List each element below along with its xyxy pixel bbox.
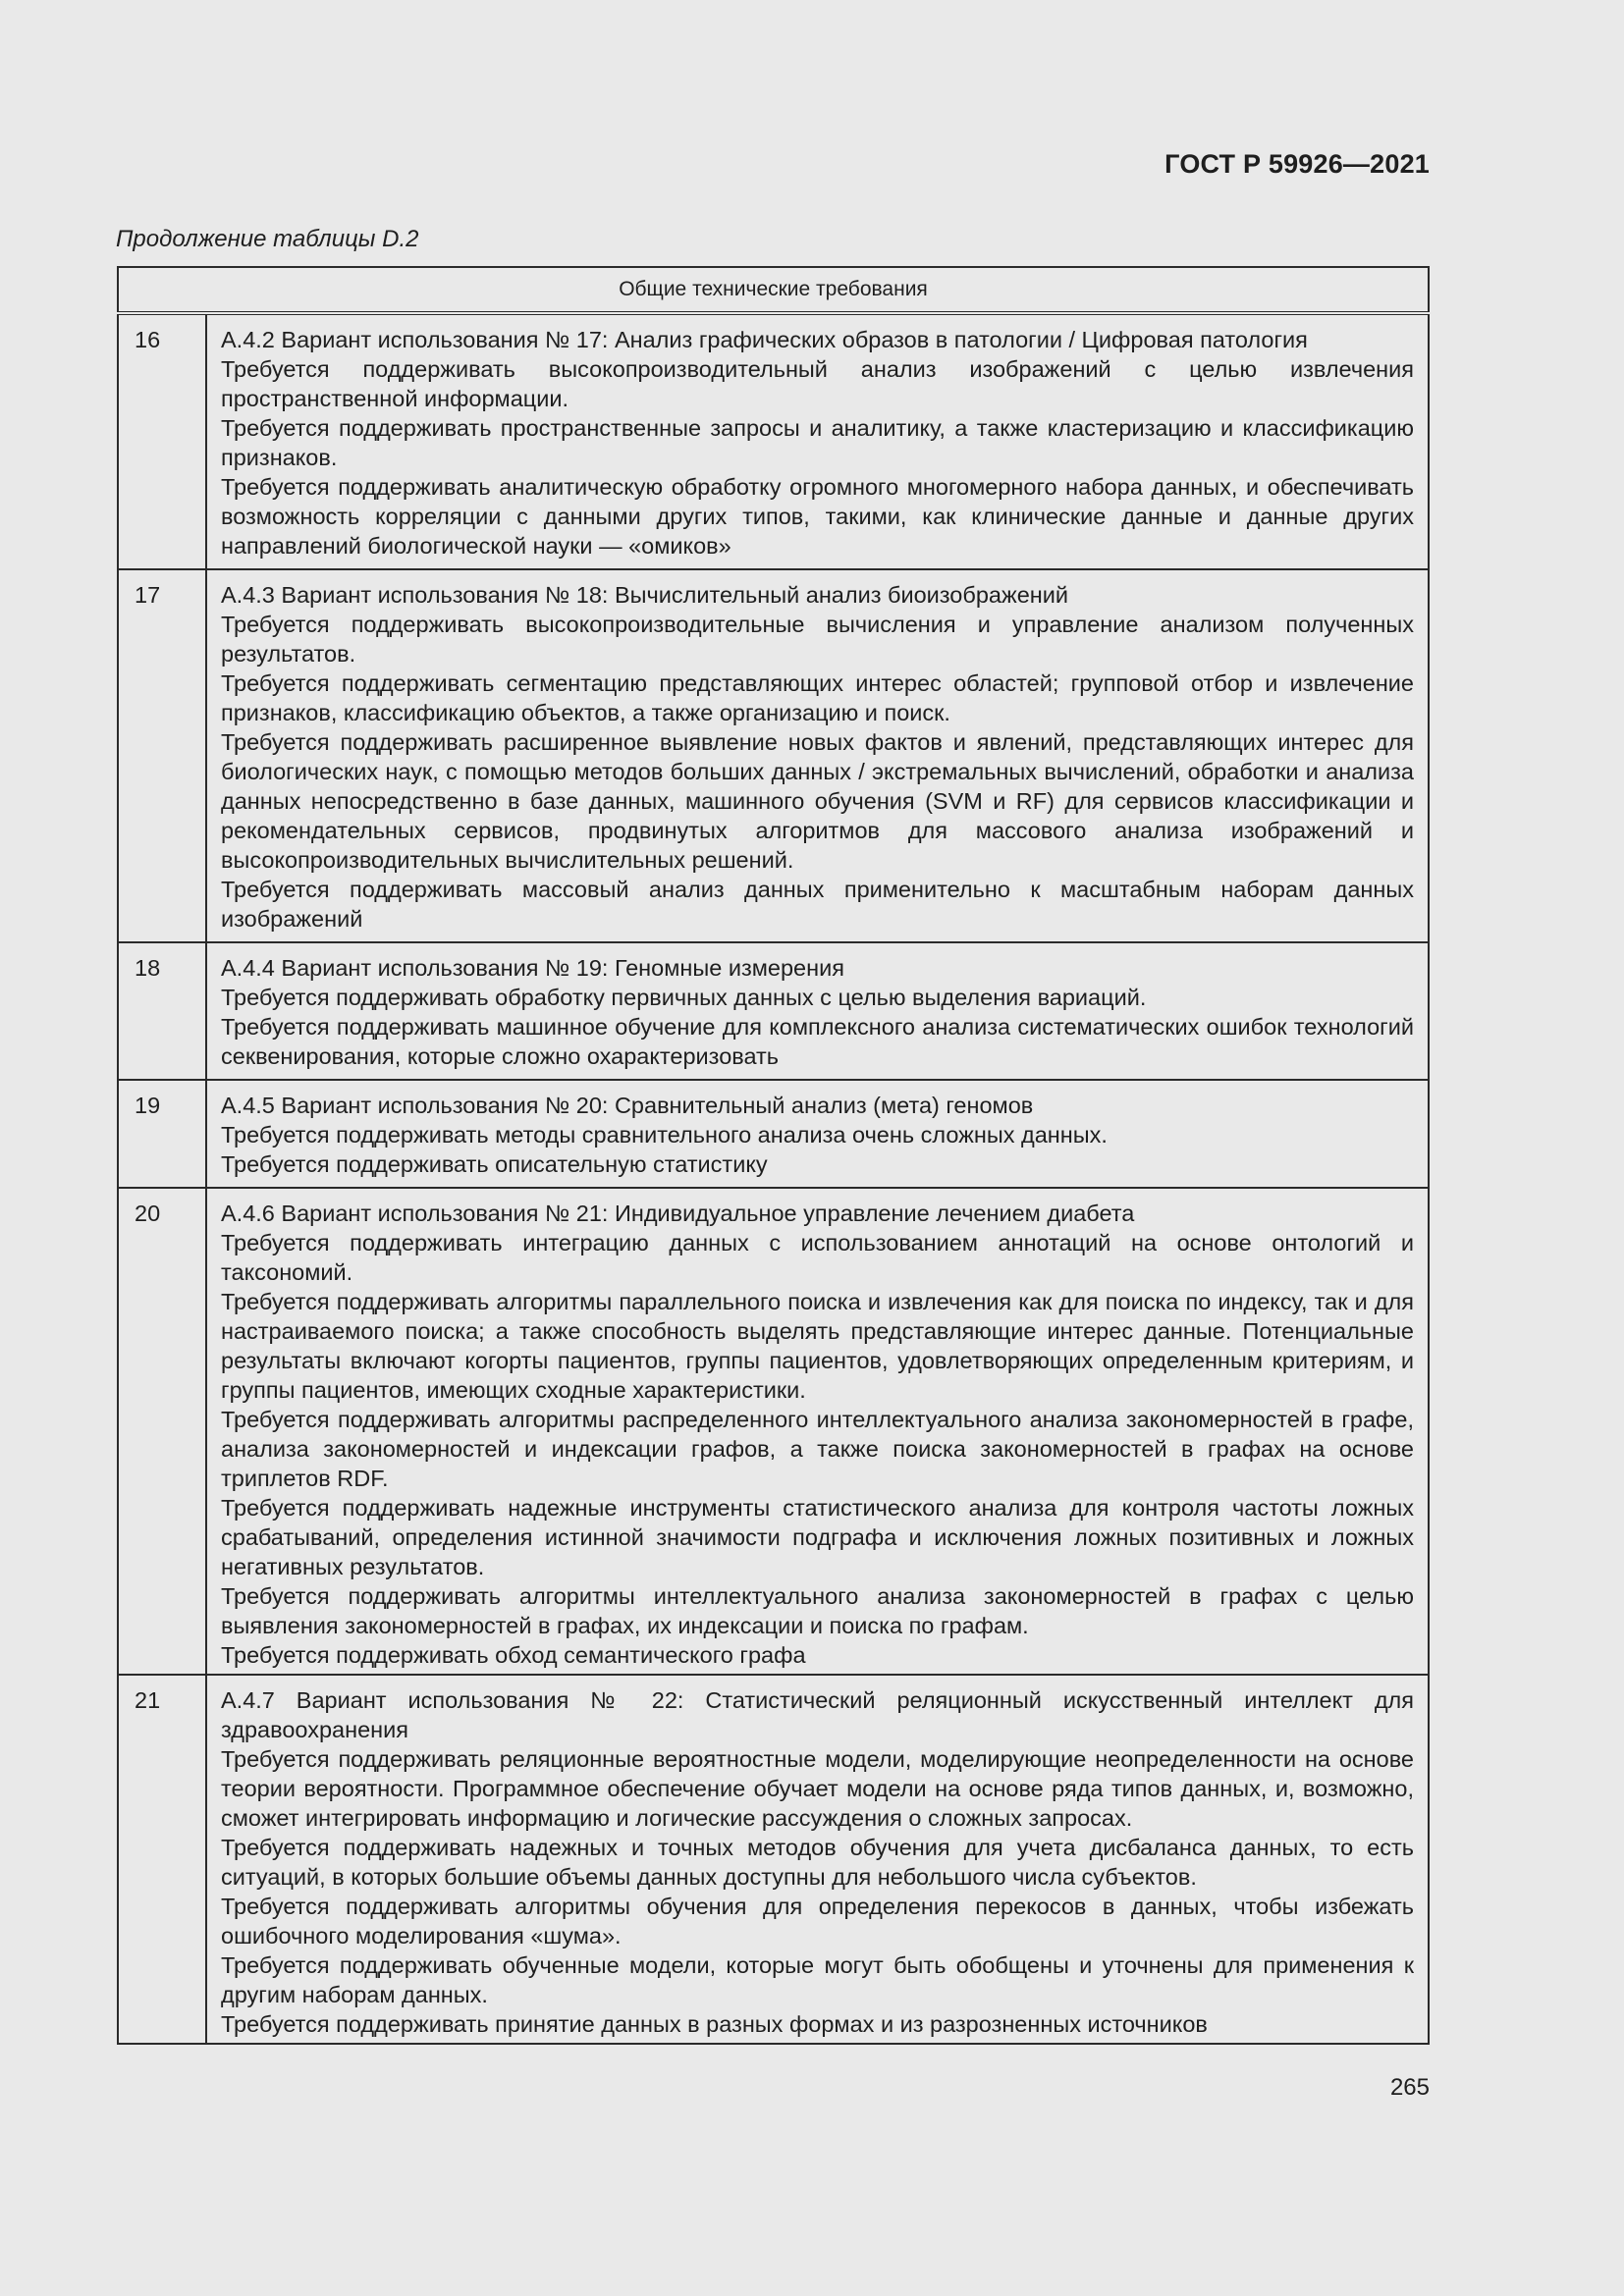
row-number: 20 bbox=[118, 1188, 206, 1675]
requirement-line: Требуется поддерживать реляционные вероятностные модели, моделирующие неопределенности на основе теории вероятности. Программное обеспечение обучает модели на основе ряда типов данных, и, возможно, сможет интегрировать информацию и логические рассуждения о сложных запросах. bbox=[221, 1746, 1414, 1831]
requirement-line: Требуется поддерживать аналитическую обработку огромного многомерного набора данных, и обеспечивать возможность корреляции с данными других типов, такими, как клинические данные и данные других направлений биологической науки — «омиков» bbox=[221, 474, 1414, 559]
use-case-title: A.4.3 Вариант использования № 18: Вычислительный анализ биоизображений bbox=[221, 582, 1068, 608]
row-number: 19 bbox=[118, 1080, 206, 1188]
use-case-title: A.4.7 Вариант использования № 22: Статистический реляционный искусственный интеллект для здравоохранения bbox=[221, 1687, 1414, 1742]
requirement-line: Требуется поддерживать алгоритмы обучения для определения перекосов в данных, чтобы избежать ошибочного моделирования «шума». bbox=[221, 1894, 1414, 1949]
row-text bbox=[206, 1188, 1429, 1675]
table-header: Общие технические требования bbox=[118, 267, 1429, 313]
use-case-title: A.4.2 Вариант использования № 17: Анализ графических образов в патологии / Цифровая патология bbox=[221, 327, 1308, 352]
table-row bbox=[118, 1188, 1429, 1675]
table-row bbox=[118, 942, 1429, 1080]
row-number: 16 bbox=[118, 313, 206, 569]
use-case-title: A.4.6 Вариант использования № 21: Индивидуальное управление лечением диабета bbox=[221, 1201, 1135, 1226]
requirement-line: Требуется поддерживать расширенное выявление новых фактов и явлений, представляющих интерес для биологических наук, с помощью методов больших данных / экстремальных вычислений, обработки и анализа данных непосредственно в базе данных, машинного обучения (SVM и RF) для сервисов классификации и рекомендательных сервисов, продвинутых алгоритмов для массового анализа изображений и высокопроизводительных вычислительных решений. bbox=[221, 729, 1414, 873]
requirement-line: Требуется поддерживать обработку первичных данных с целью выделения вариаций. bbox=[221, 985, 1147, 1010]
requirement-line: Требуется поддерживать пространственные запросы и аналитику, а также кластеризацию и классификацию признаков. bbox=[221, 415, 1414, 470]
requirement-line: Требуется поддерживать сегментацию представляющих интерес областей; групповой отбор и извлечение признаков, классификацию объектов, а также организацию и поиск. bbox=[221, 670, 1414, 725]
table-row bbox=[118, 313, 1429, 569]
table-caption: Продолжение таблицы D.2 bbox=[116, 226, 419, 252]
requirement-line: Требуется поддерживать методы сравнительного анализа очень сложных данных. bbox=[221, 1122, 1108, 1148]
table-header-row bbox=[118, 267, 1429, 313]
use-case-title: A.4.5 Вариант использования № 20: Сравнительный анализ (мета) геномов bbox=[221, 1093, 1034, 1118]
row-text bbox=[206, 1675, 1429, 2044]
requirement-line: Требуется поддерживать обход семантического графа bbox=[221, 1642, 806, 1668]
requirement-line: Требуется поддерживать машинное обучение для комплексного анализа систематических ошибок технологий секвенирования, которые сложно охарактеризовать bbox=[221, 1014, 1414, 1069]
requirement-line: Требуется поддерживать высокопроизводительный анализ изображений с целью извлечения пространственной информации. bbox=[221, 356, 1414, 411]
requirement-line: Требуется поддерживать высокопроизводительные вычисления и управление анализом полученных результатов. bbox=[221, 612, 1414, 667]
requirement-line: Требуется поддерживать надежные инструменты статистического анализа для контроля частоты ложных срабатываний, определения истинной значимости подграфа и исключения ложных позитивных и ложных негативных результатов. bbox=[221, 1495, 1414, 1579]
requirement-line: Требуется поддерживать алгоритмы распределенного интеллектуального анализа закономерностей в графе, анализа закономерностей и индексации графов, а также поиска закономерностей в графах на основе триплетов RDF. bbox=[221, 1407, 1414, 1491]
requirement-line: Требуется поддерживать надежных и точных методов обучения для учета дисбаланса данных, то есть ситуаций, в которых большие объемы данных доступны для небольшого числа субъектов. bbox=[221, 1835, 1414, 1890]
requirement-line: Требуется поддерживать алгоритмы интеллектуального анализа закономерностей в графах с целью выявления закономерностей в графах, их индексации и поиска по графам. bbox=[221, 1583, 1414, 1638]
row-number: 18 bbox=[118, 942, 206, 1080]
row-text bbox=[206, 1080, 1429, 1188]
requirement-line: Требуется поддерживать интеграцию данных с использованием аннотаций на основе онтологий и таксономий. bbox=[221, 1230, 1414, 1285]
requirement-line: Требуется поддерживать массовый анализ данных применительно к масштабным наборам данных изображений bbox=[221, 877, 1414, 932]
row-text bbox=[206, 313, 1429, 569]
requirements-table bbox=[117, 266, 1430, 2045]
row-text bbox=[206, 942, 1429, 1080]
use-case-title: A.4.4 Вариант использования № 19: Геномные измерения bbox=[221, 955, 844, 981]
requirement-line: Требуется поддерживать принятие данных в разных формах и из разрозненных источников bbox=[221, 2011, 1208, 2037]
requirement-line: Требуется поддерживать обученные модели, которые могут быть обобщены и уточнены для применения к другим наборам данных. bbox=[221, 1952, 1414, 2007]
row-number: 21 bbox=[118, 1675, 206, 2044]
page-number: 265 bbox=[1389, 2074, 1430, 2101]
table-row bbox=[118, 1080, 1429, 1188]
table-row bbox=[118, 1675, 1429, 2044]
requirement-line: Требуется поддерживать алгоритмы параллельного поиска и извлечения как для поиска по индексу, так и для настраиваемого поиска; а также способность выделять представляющие интерес данные. Потенциальные результаты включают когорты пациентов, группы пациентов, удовлетворяющих определенным критериям, и группы пациентов, имеющих сходные характеристики. bbox=[221, 1289, 1414, 1403]
table-row bbox=[118, 569, 1429, 942]
standard-designation: ГОСТ Р 59926—2021 bbox=[1164, 149, 1430, 179]
row-text bbox=[206, 569, 1429, 942]
row-number: 17 bbox=[118, 569, 206, 942]
requirement-line: Требуется поддерживать описательную статистику bbox=[221, 1151, 768, 1177]
